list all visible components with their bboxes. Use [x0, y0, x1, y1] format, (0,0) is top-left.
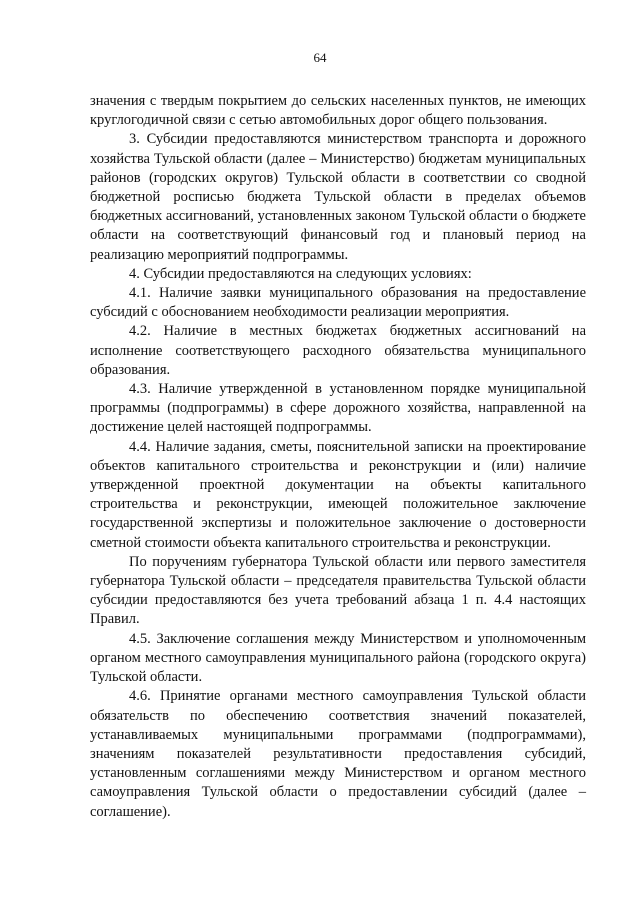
paragraph-4-5: 4.5. Заключение соглашения между Министерством и уполномоченным органом местного самоуправления муниципального района (городского округа) Тульской области. — [90, 630, 586, 686]
paragraph-3: 3. Субсидии предоставляются министерством транспорта и дорожного хозяйства Тульской области (далее – Министерство) бюджетам муниципальных районов (городских округов) Тульской области в соответствии со сводной бюджетной росписью бюджета Тульской области в пределах объемов бюджетных ассигнований, установленных законом Тульской области о бюджете области на соответствующий финансовый год и плановый период на реализацию мероприятий подпрограммы. — [90, 131, 586, 263]
paragraph-4-1: 4.1. Наличие заявки муниципального образования на предоставление субсидий с обоснованием необходимости реализации мероприятия. — [90, 285, 586, 321]
paragraph-4-6: 4.6. Принятие органами местного самоуправления Тульской области обязательств по обеспечению соответствия значений показателей, устанавливаемых муниципальными программами (подпрограммами), значениям показателей результативности предоставления субсидий, установленным соглашениями между Министерством и органом местного самоуправления Тульской области о предоставлении субсидий (далее – соглашение). — [90, 688, 586, 820]
paragraph-continuation: значения с твердым покрытием до сельских населенных пунктов, не имеющих круглогодичной связи с сетью автомобильных дорог общего пользования. — [90, 93, 586, 129]
paragraph-4-4: 4.4. Наличие задания, сметы, пояснительной записки на проектирование объектов капитального строительства и реконструкции и (или) наличие утвержденной проектной документации на объекты капитального строительства и реконструкции, имеющей положительное заключение государственной экспертизы и положительное заключение о достоверности сметной стоимости объекта капитального строительства и реконструкции. — [90, 438, 586, 551]
paragraph-governor-orders: По поручениям губернатора Тульской области или первого заместителя губернатора Тульской области – председателя правительства Тульской области субсидии предоставляются без учета требований абзаца 1 п. 4.4 настоящих Правил. — [90, 553, 586, 628]
paragraph-4-3: 4.3. Наличие утвержденной в установленном порядке муниципальной программы (подпрограммы) в сфере дорожного хозяйства, направленной на достижение целей настоящей подпрограммы. — [90, 381, 586, 436]
page-number: 64 — [313, 50, 327, 65]
document-body — [90, 92, 586, 822]
paragraph-4: 4. Субсидии предоставляются на следующих условиях: — [129, 265, 472, 282]
paragraph-4-2: 4.2. Наличие в местных бюджетах бюджетных ассигнований на исполнение соответствующего расходного обязательства муниципального образования. — [90, 323, 586, 378]
